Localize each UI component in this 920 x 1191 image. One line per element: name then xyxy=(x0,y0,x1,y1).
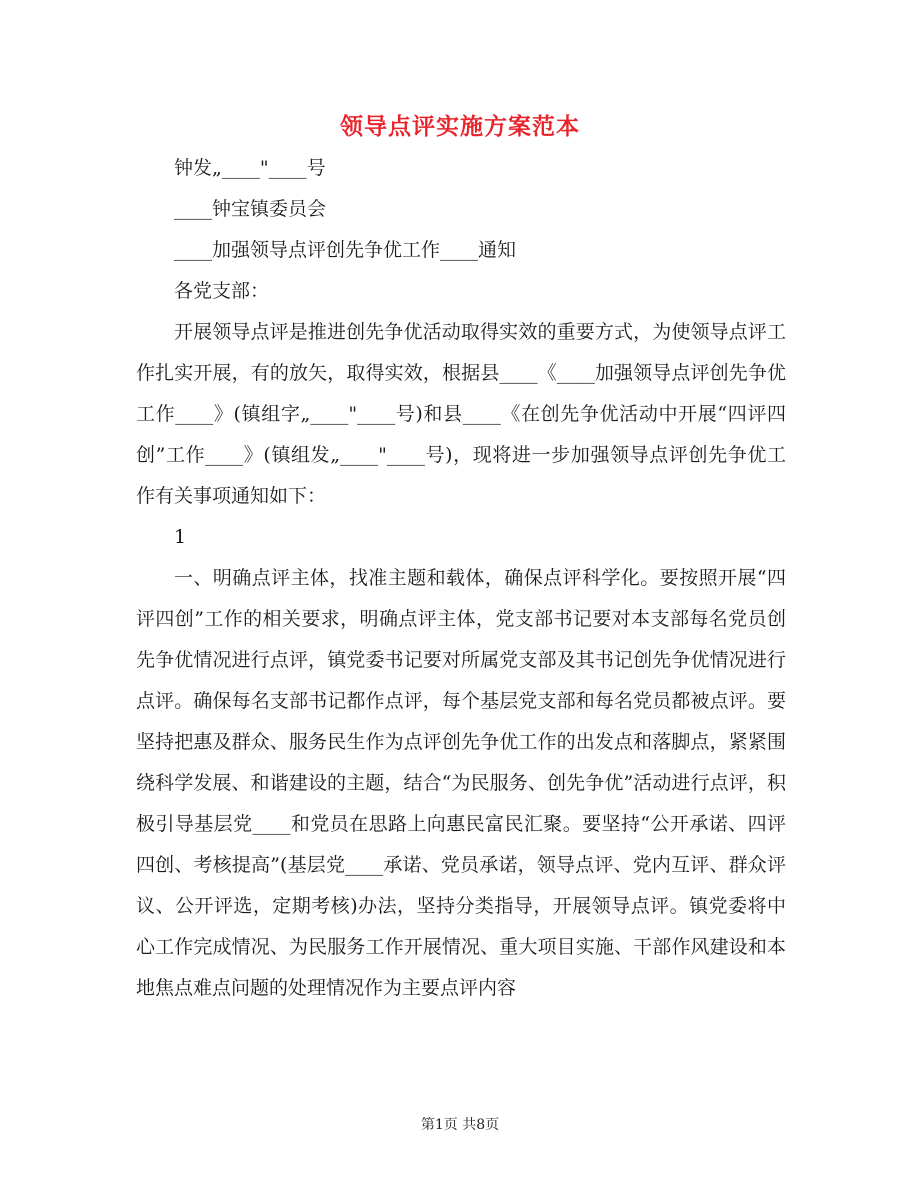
document-title: 领导点评实施方案范本 xyxy=(340,113,580,140)
intro-paragraph: 开展领导点评是推进创先争优活动取得实效的重要方式，为使领导点评工作扎实开展，有的放矢，取得实效，根据县____《____加强领导点评创先争优工作____》(镇组字„____"____号)和县____《在创先争优活动中开展“四评四创”工作____》(镇组发„____"____号)，现将进一步加强领导点评创先争优工作有关事项通知如下： xyxy=(136,321,786,507)
notice-title-line: ____加强领导点评创先争优工作____通知 xyxy=(174,239,517,261)
issuer-line: ____钟宝镇委员会 xyxy=(174,198,327,220)
doc-number-line: 钟发„____"____号 xyxy=(174,157,326,179)
document-body xyxy=(136,148,786,1009)
section-number: 1 xyxy=(174,526,187,548)
salutation: 各党支部： xyxy=(174,280,270,302)
page-number-footer: 第1页 共8页 xyxy=(420,1117,500,1133)
section-one-paragraph: 一、明确点评主体，找准主题和载体，确保点评科学化。要按照开展“四评四创”工作的相关要求，明确点评主体，党支部书记要对本支部每名党员创先争优情况进行点评，镇党委书记要对所属党支部及其书记创先争优情况进行点评。确保每名支部书记都作点评，每个基层党支部和每名党员都被点评。要坚持把惠及群众、服务民生作为点评创先争优工作的出发点和落脚点，紧紧围绕科学发展、和谐建设的主题，结合“为民服务、创先争优”活动进行点评，积极引导基层党____和党员在思路上向惠民富民汇聚。要坚持“公开承诺、四评四创、考核提高”(基层党____承诺、党员承诺，领导点评、党内互评、群众评议、公开评选，定期考核)办法，坚持分类指导，开展领导点评。镇党委将中心工作完成情况、为民服务工作开展情况、重大项目实施、干部作风建设和本地焦点难点问题的处理情况作为主要点评内容 xyxy=(136,567,786,999)
